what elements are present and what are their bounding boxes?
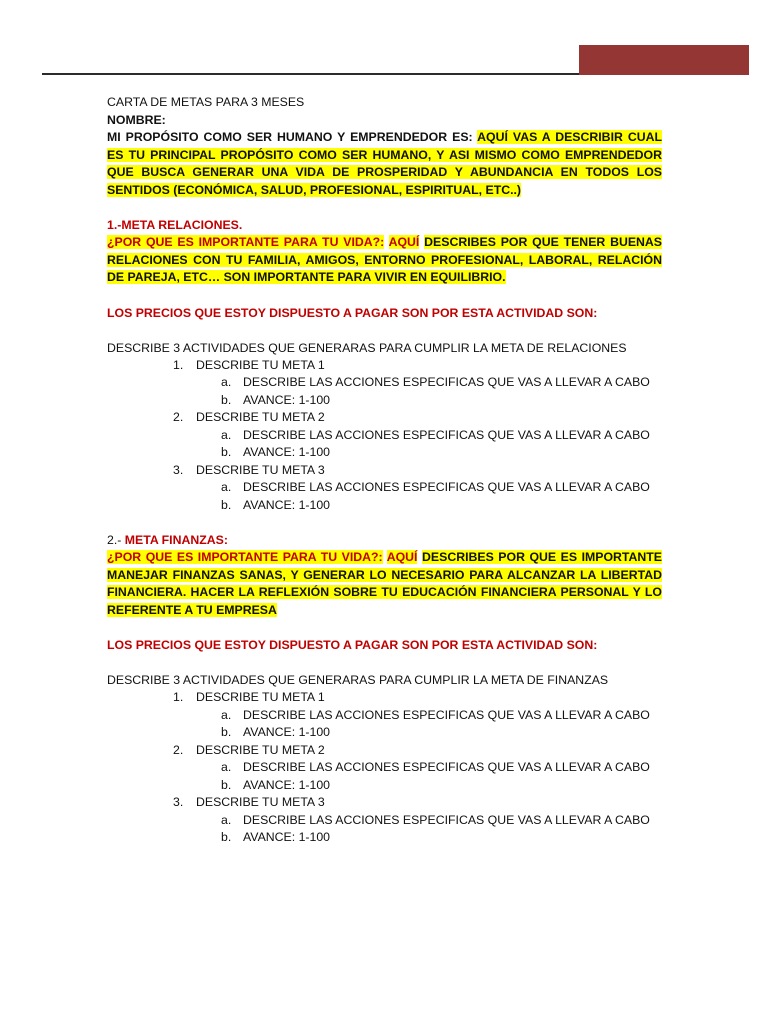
goal-label: DESCRIBE TU META 1 bbox=[196, 357, 325, 372]
goal-item bbox=[107, 462, 662, 515]
goal-number: 3. bbox=[173, 795, 184, 809]
purpose-paragraph bbox=[107, 129, 662, 199]
goal-progress: AVANCE: 1-100 bbox=[243, 725, 331, 739]
goal-label: DESCRIBE TU META 2 bbox=[196, 742, 325, 757]
section-finanzas bbox=[107, 531, 662, 847]
goals-list bbox=[107, 689, 662, 847]
document-body bbox=[107, 93, 662, 847]
goal-progress: AVANCE: 1-100 bbox=[243, 497, 331, 512]
sub-letter: a. bbox=[221, 427, 232, 442]
activities-heading: DESCRIBE 3 ACTIVIDADES QUE GENERARAS PARA CUMPLIR LA META DE RELACIONES bbox=[107, 340, 627, 355]
prices-statement: LOS PRECIOS QUE ESTOY DISPUESTO A PAGAR SON POR ESTA ACTIVIDAD SON: bbox=[107, 305, 598, 320]
aqui-label: AQUÍ bbox=[388, 235, 420, 249]
sub-letter: b. bbox=[221, 777, 232, 792]
section-heading-text: META FINANZAS: bbox=[124, 533, 228, 547]
why-question: ¿POR QUE ES IMPORTANTE PARA TU VIDA?: bbox=[107, 235, 385, 249]
header-rule bbox=[42, 73, 580, 75]
goal-progress: AVANCE: 1-100 bbox=[243, 445, 331, 459]
document-title: CARTA DE METAS PARA 3 MESES bbox=[107, 95, 305, 109]
sub-letter: a. bbox=[221, 375, 232, 389]
why-answer: DESCRIBES POR QUE TENER BUENAS RELACIONES CON TU FAMILIA, AMIGOS, ENTORNO PROFESIONAL, LABORAL, RELACIÓN DE PAREJA, ETC… SON IMPORTANTE PARA VIVIR EN EQUILIBRIO. bbox=[107, 235, 662, 284]
goals-list bbox=[107, 357, 662, 515]
goal-item bbox=[107, 742, 662, 795]
goal-item bbox=[107, 794, 662, 847]
goal-progress: AVANCE: 1-100 bbox=[243, 830, 331, 844]
goal-number: 1. bbox=[173, 690, 184, 704]
sub-letter: b. bbox=[221, 830, 232, 844]
purpose-text: AQUÍ VAS A DESCRIBIR CUAL ES TU PRINCIPAL PROPÓSITO COMO SER HUMANO, Y ASI MISMO COMO EMPRENDEDOR QUE BUSCA GENERAR UNA VIDA DE PROSPERIDAD Y ABUNDANCIA EN TODOS LOS SENTIDOS (ECONÓMICA, SALUD, PROFESIONAL, ESPIRITUAL, ETC..) bbox=[107, 130, 663, 197]
goal-label: DESCRIBE TU META 3 bbox=[196, 462, 325, 477]
goal-item bbox=[107, 357, 662, 410]
sub-letter: b. bbox=[221, 445, 232, 459]
section-heading: 1.-META RELACIONES. bbox=[107, 218, 243, 232]
purpose-label: MI PROPÓSITO COMO SER HUMANO Y EMPRENDEDOR ES: bbox=[107, 130, 473, 144]
name-label: NOMBRE: bbox=[107, 113, 166, 127]
goal-progress: AVANCE: 1-100 bbox=[243, 392, 331, 407]
sub-letter: a. bbox=[221, 760, 232, 774]
goal-number: 1. bbox=[173, 357, 184, 372]
goal-number: 2. bbox=[173, 410, 184, 424]
section-why-paragraph bbox=[107, 234, 662, 287]
activities-heading: DESCRIBE 3 ACTIVIDADES QUE GENERARAS PARA CUMPLIR LA META DE FINANZAS bbox=[107, 673, 609, 687]
prices-statement: LOS PRECIOS QUE ESTOY DISPUESTO A PAGAR SON POR ESTA ACTIVIDAD SON: bbox=[107, 638, 598, 652]
goal-item bbox=[107, 689, 662, 742]
section-relaciones bbox=[107, 216, 662, 514]
sub-letter: a. bbox=[221, 480, 232, 494]
sub-letter: a. bbox=[221, 707, 232, 722]
goal-actions: DESCRIBE LAS ACCIONES ESPECIFICAS QUE VAS A LLEVAR A CABO bbox=[243, 480, 650, 494]
goal-number: 2. bbox=[173, 742, 184, 757]
goal-item bbox=[107, 409, 662, 462]
why-question: ¿POR QUE ES IMPORTANTE PARA TU VIDA?: bbox=[107, 550, 383, 564]
sub-letter: a. bbox=[221, 812, 232, 827]
goal-number: 3. bbox=[173, 462, 184, 477]
section-heading bbox=[107, 531, 662, 549]
sub-letter: b. bbox=[221, 725, 232, 739]
header-accent-block bbox=[579, 45, 749, 75]
goal-progress: AVANCE: 1-100 bbox=[243, 777, 331, 792]
aqui-label: AQUÍ bbox=[386, 550, 418, 564]
goal-label: DESCRIBE TU META 2 bbox=[196, 410, 325, 424]
section-heading-number: 2.- bbox=[107, 533, 122, 547]
goal-actions: DESCRIBE LAS ACCIONES ESPECIFICAS QUE VAS A LLEVAR A CABO bbox=[243, 707, 650, 722]
goal-actions: DESCRIBE LAS ACCIONES ESPECIFICAS QUE VAS A LLEVAR A CABO bbox=[243, 375, 650, 389]
goal-label: DESCRIBE TU META 1 bbox=[196, 690, 325, 704]
goal-actions: DESCRIBE LAS ACCIONES ESPECIFICAS QUE VAS A LLEVAR A CABO bbox=[243, 760, 650, 774]
why-answer: DESCRIBES POR QUE ES IMPORTANTE MANEJAR FINANZAS SANAS, Y GENERAR LO NECESARIO PARA ALCANZAR LA LIBERTAD FINANCIERA. HACER LA REFLEXIÓN SOBRE TU EDUCACIÓN FINANCIERA PERSONAL Y LO REFERENTE A TU EMPRESA bbox=[107, 550, 662, 617]
goal-label: DESCRIBE TU META 3 bbox=[196, 795, 325, 809]
goal-actions: DESCRIBE LAS ACCIONES ESPECIFICAS QUE VAS A LLEVAR A CABO bbox=[243, 812, 650, 827]
section-why-paragraph bbox=[107, 549, 662, 619]
goal-actions: DESCRIBE LAS ACCIONES ESPECIFICAS QUE VAS A LLEVAR A CABO bbox=[243, 427, 650, 442]
sub-letter: b. bbox=[221, 392, 232, 407]
sub-letter: b. bbox=[221, 497, 232, 512]
